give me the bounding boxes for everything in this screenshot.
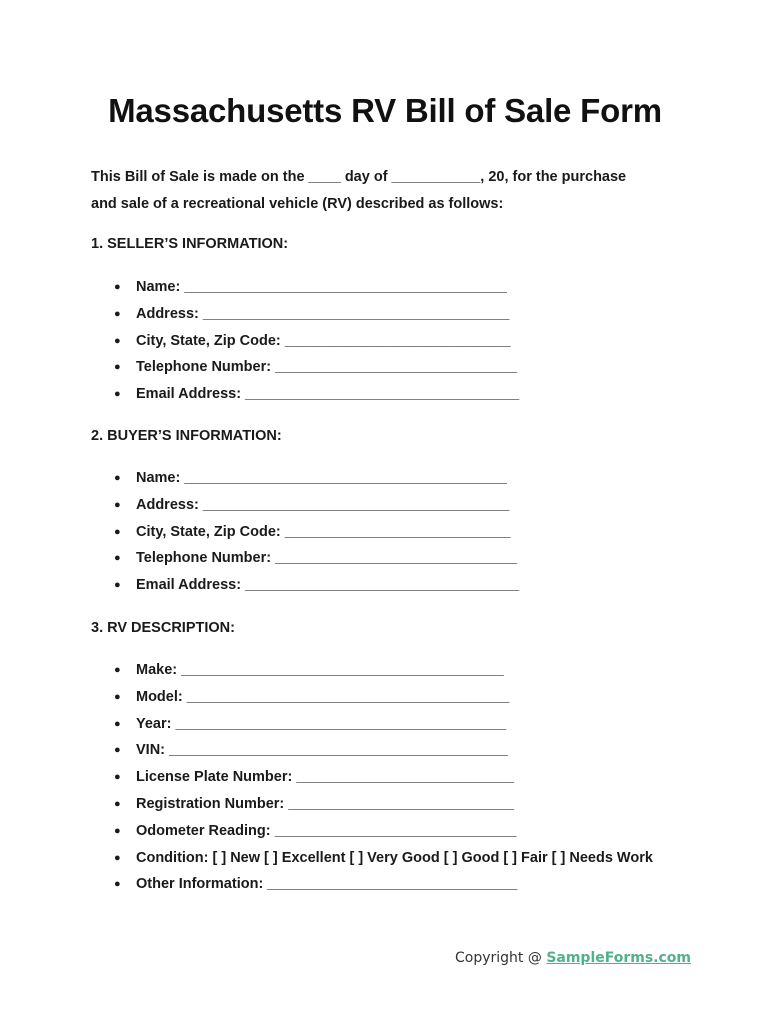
bullet-icon: ●	[114, 498, 121, 511]
bullet-icon: ●	[114, 281, 121, 293]
rv-model-field[interactable]	[91, 684, 653, 711]
bullet-icon: ●	[114, 664, 121, 676]
seller-email-field[interactable]	[91, 381, 519, 408]
seller-name-field[interactable]	[91, 274, 519, 301]
sampleforms-link[interactable]: SampleForms.com	[546, 950, 692, 966]
field-label: Other Information: _______________________________	[136, 876, 518, 893]
rv-vin-field[interactable]	[91, 737, 653, 764]
bullet-icon: ●	[114, 579, 121, 592]
field-label: Condition: [ ] New [ ] Excellent [ ] Very Good [ ] Good [ ] Fair [ ] Needs Work	[136, 849, 653, 866]
field-label: Registration Number: ____________________________	[136, 795, 515, 812]
rv-license-plate-field[interactable]	[91, 764, 653, 791]
intro-line-1: This Bill of Sale is made on the ____ day of ___________, 20, for the purchase	[91, 169, 627, 185]
intro-paragraph	[91, 164, 711, 218]
buyer-name-field[interactable]	[91, 465, 519, 492]
field-label: Name: ________________________________________	[136, 470, 507, 486]
field-label: Year: _________________________________________	[136, 715, 507, 732]
bullet-icon: ●	[114, 552, 121, 565]
rv-description-heading: 3. RV DESCRIPTION:	[91, 620, 235, 636]
bullet-icon: ●	[114, 525, 121, 538]
buyer-info-list	[91, 465, 519, 599]
bullet-icon: ●	[114, 771, 121, 784]
seller-section-heading: 1. SELLER’S INFORMATION:	[91, 236, 289, 252]
seller-city-state-zip-field[interactable]	[91, 328, 519, 355]
field-label: Address: ______________________________________	[136, 496, 510, 513]
field-label: License Plate Number: ___________________________	[136, 769, 515, 786]
bullet-icon: ●	[114, 878, 121, 891]
bullet-icon: ●	[114, 361, 121, 374]
buyer-email-field[interactable]	[91, 572, 519, 599]
rv-make-field[interactable]	[91, 657, 653, 684]
bullet-icon: ●	[114, 472, 121, 484]
bullet-icon: ●	[114, 334, 121, 347]
field-label: Email Address: __________________________________	[136, 386, 520, 403]
field-label: Name: ________________________________________	[136, 279, 507, 295]
buyer-telephone-field[interactable]	[91, 545, 519, 572]
field-label: Telephone Number: ______________________________	[136, 550, 518, 567]
rv-odometer-field[interactable]	[91, 818, 653, 845]
intro-line-2: and sale of a recreational vehicle (RV) described as follows:	[91, 196, 504, 212]
buyer-section-heading: 2. BUYER’S INFORMATION:	[91, 428, 282, 444]
bullet-icon: ●	[114, 717, 121, 730]
buyer-city-state-zip-field[interactable]	[91, 519, 519, 546]
document-title: Massachusetts RV Bill of Sale Form	[108, 92, 662, 129]
buyer-address-field[interactable]	[91, 492, 519, 519]
field-label: Model: ________________________________________	[136, 688, 510, 705]
field-label: Email Address: __________________________________	[136, 577, 520, 594]
bullet-icon: ●	[114, 824, 121, 837]
bullet-icon: ●	[114, 690, 121, 703]
field-label: City, State, Zip Code: ____________________________	[136, 332, 511, 349]
rv-registration-field[interactable]	[91, 791, 653, 818]
seller-telephone-field[interactable]	[91, 354, 519, 381]
bullet-icon: ●	[114, 744, 121, 757]
bullet-icon: ●	[114, 307, 121, 320]
field-label: Make: ________________________________________	[136, 662, 504, 678]
seller-address-field[interactable]	[91, 301, 519, 328]
field-label: Telephone Number: ______________________________	[136, 359, 518, 376]
field-label: Odometer Reading: ______________________________	[136, 822, 517, 839]
rv-condition-field[interactable]	[91, 845, 653, 872]
bullet-icon: ●	[114, 388, 121, 401]
bullet-icon: ●	[114, 851, 121, 864]
rv-description-list	[91, 657, 653, 898]
rv-year-field[interactable]	[91, 711, 653, 738]
rv-other-info-field[interactable]	[91, 871, 653, 898]
field-label: Address: ______________________________________	[136, 305, 510, 322]
copyright-prefix: Copyright @	[455, 950, 547, 966]
field-label: City, State, Zip Code: ____________________________	[136, 523, 511, 540]
copyright-footer	[455, 950, 691, 966]
field-label: VIN: __________________________________________	[136, 742, 508, 759]
seller-info-list	[91, 274, 519, 408]
bullet-icon: ●	[114, 797, 121, 810]
